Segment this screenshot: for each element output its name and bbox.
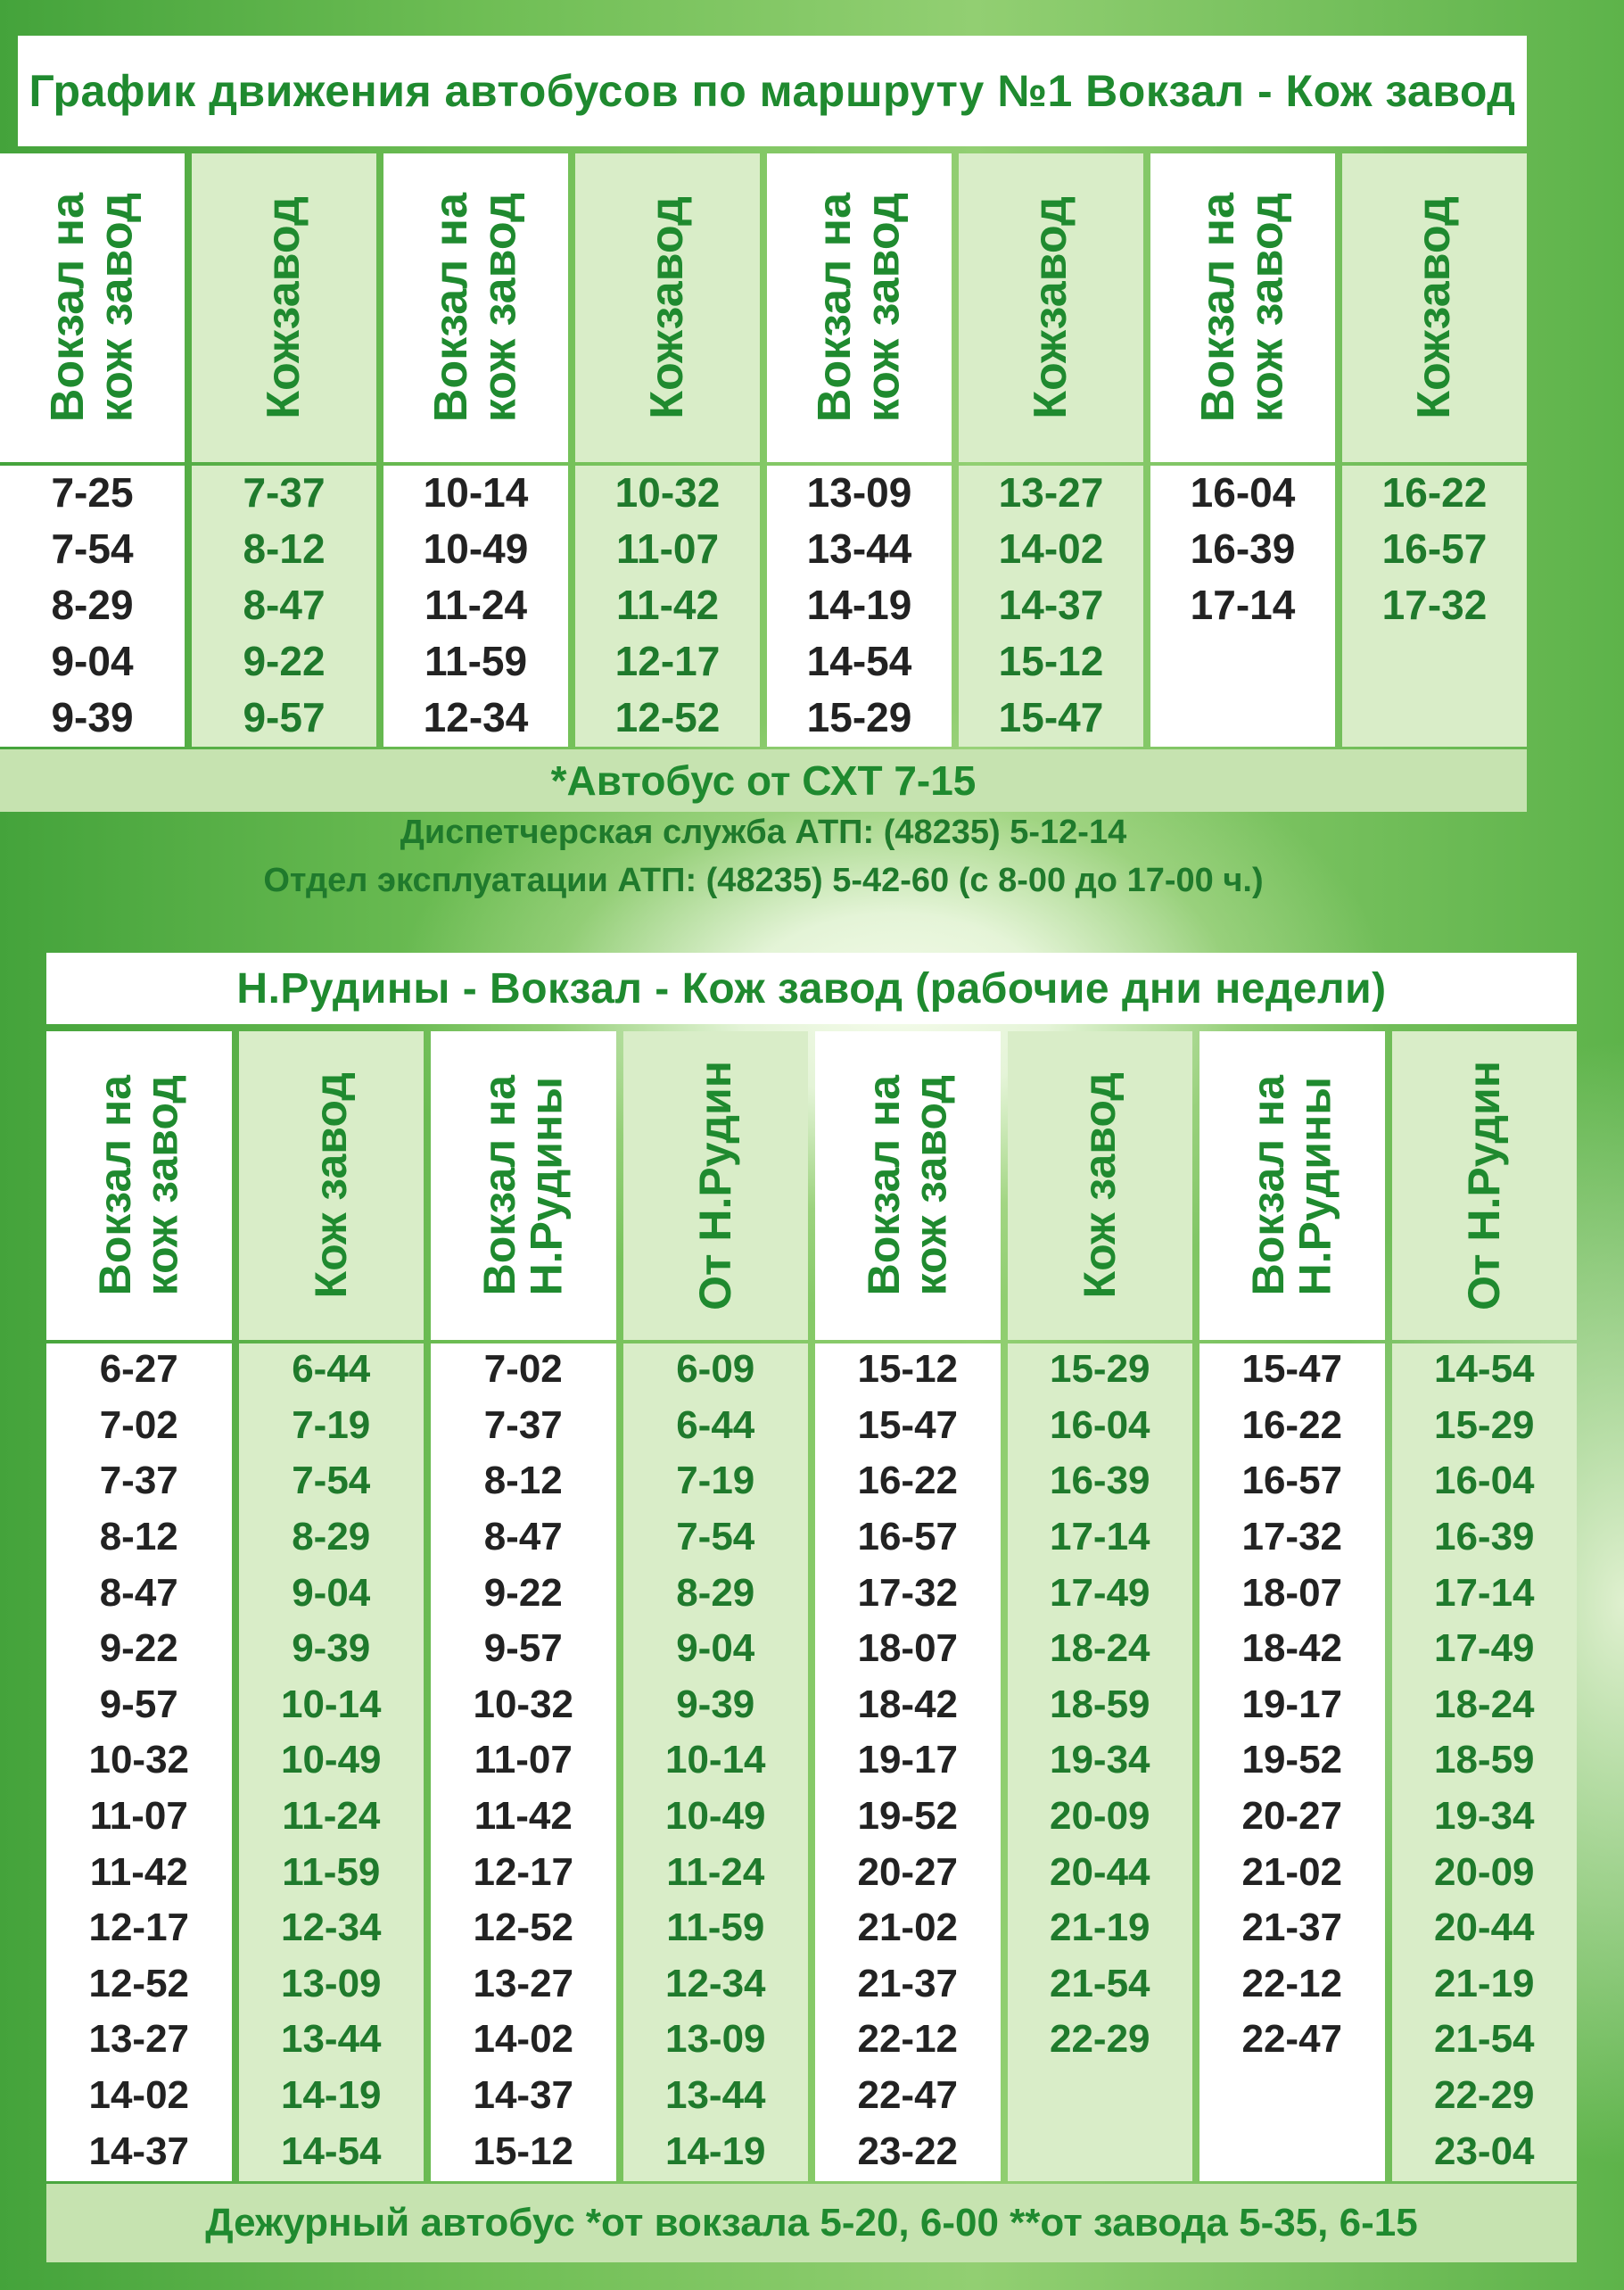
- route1-column-4: [575, 466, 760, 748]
- time-cell: 18-59: [1008, 1679, 1193, 1735]
- time-cell: 20-09: [1392, 1846, 1578, 1902]
- time-cell: [1342, 634, 1527, 690]
- time-cell: 7-37: [46, 1455, 232, 1511]
- time-cell: 14-37: [959, 578, 1143, 634]
- time-cell: 8-29: [0, 578, 185, 634]
- time-cell: 19-34: [1392, 1790, 1578, 1847]
- route1-column-8: [1342, 466, 1527, 748]
- time-cell: 16-04: [1008, 1400, 1193, 1456]
- route1-column-3: [383, 466, 568, 748]
- time-cell: 13-44: [623, 2070, 809, 2126]
- time-cell: 7-37: [431, 1400, 616, 1456]
- time-cell: 9-04: [623, 1623, 809, 1679]
- time-cell: 16-04: [1150, 466, 1335, 522]
- time-cell: 11-42: [431, 1790, 616, 1847]
- time-cell: 16-22: [1342, 466, 1527, 522]
- time-cell: 21-02: [815, 1902, 1001, 1958]
- time-cell: 21-19: [1392, 1958, 1578, 2014]
- column-header-label: Кожзавод: [258, 196, 310, 419]
- column-header-label: От Н.Рудин: [690, 1061, 740, 1310]
- time-cell: 13-44: [767, 522, 952, 578]
- time-cell: 14-37: [46, 2125, 232, 2181]
- time-cell: 13-09: [239, 1958, 425, 2014]
- route2-column-1: [46, 1343, 232, 2182]
- route2-title: Н.Рудины - Вокзал - Кож завод (рабочие дни недели): [46, 953, 1577, 1024]
- dispatch-phone: Диспетчерская служба АТП: (48235) 5-12-14: [400, 814, 1127, 851]
- time-cell: 20-27: [815, 1846, 1001, 1902]
- time-cell: 11-42: [575, 578, 760, 634]
- time-cell: 19-17: [815, 1734, 1001, 1790]
- time-cell: 21-54: [1392, 2013, 1578, 2070]
- route1-footnote: *Автобус от СХТ 7-15: [0, 749, 1527, 812]
- route1-header-8: [1342, 153, 1527, 462]
- time-cell: 12-52: [575, 690, 760, 747]
- route1-header-2: [192, 153, 376, 462]
- operations-phone: Отдел эксплуатации АТП: (48235) 5-42-60 (с 8-00 до 17-00 ч.): [263, 862, 1264, 899]
- time-cell: 13-27: [46, 2013, 232, 2070]
- time-cell: 8-29: [239, 1511, 425, 1567]
- route1-column-6: [959, 466, 1143, 748]
- time-cell: 13-27: [431, 1958, 616, 2014]
- route2-column-3: [431, 1343, 616, 2182]
- time-cell: 12-34: [239, 1902, 425, 1958]
- route1-header-5: [767, 153, 952, 462]
- time-cell: 10-14: [239, 1679, 425, 1735]
- column-header-label: Вокзал на кож завод: [41, 193, 143, 423]
- time-cell: 12-34: [623, 1958, 809, 2014]
- time-cell: 9-39: [0, 690, 185, 747]
- time-cell: 17-32: [1199, 1511, 1385, 1567]
- route2-header-1: [46, 1031, 232, 1340]
- route2-footnote: Дежурный автобус *от вокзала 5-20, 6-00 **от завода 5-35, 6-15: [46, 2184, 1577, 2262]
- route2-column-7: [1199, 1343, 1385, 2182]
- time-cell: 14-02: [46, 2070, 232, 2126]
- time-cell: 21-19: [1008, 1902, 1193, 1958]
- time-cell: 8-12: [431, 1455, 616, 1511]
- time-cell: [1150, 634, 1335, 690]
- time-cell: 14-54: [1392, 1343, 1578, 1400]
- time-cell: 17-32: [815, 1567, 1001, 1623]
- time-cell: 15-12: [815, 1343, 1001, 1400]
- time-cell: 11-07: [431, 1734, 616, 1790]
- time-cell: 7-37: [192, 466, 376, 522]
- time-cell: 23-22: [815, 2125, 1001, 2181]
- time-cell: 22-12: [815, 2013, 1001, 2070]
- route2-header-2: [239, 1031, 425, 1340]
- time-cell: 22-29: [1008, 2013, 1193, 2070]
- route2-column-5: [815, 1343, 1001, 2182]
- time-cell: 22-12: [1199, 1958, 1385, 2014]
- time-cell: 13-44: [239, 2013, 425, 2070]
- time-cell: 12-17: [46, 1902, 232, 1958]
- time-cell: 7-02: [431, 1343, 616, 1400]
- time-cell: 14-54: [767, 634, 952, 690]
- column-header-label: Вокзал на кож завод: [859, 1075, 956, 1296]
- time-cell: 7-54: [0, 522, 185, 578]
- time-cell: 6-44: [623, 1400, 809, 1456]
- time-cell: 21-02: [1199, 1846, 1385, 1902]
- column-header-label: Кожзавод: [1408, 196, 1461, 419]
- column-header-label: Кожзавод: [1025, 196, 1077, 419]
- time-cell: 9-39: [623, 1679, 809, 1735]
- time-cell: 22-47: [1199, 2013, 1385, 2070]
- time-cell: 18-24: [1392, 1679, 1578, 1735]
- time-cell: 15-29: [767, 690, 952, 747]
- time-cell: 7-54: [623, 1511, 809, 1567]
- column-header-label: Вокзал на Н.Рудины: [474, 1075, 572, 1296]
- time-cell: 18-42: [1199, 1623, 1385, 1679]
- time-cell: 15-29: [1008, 1343, 1193, 1400]
- time-cell: 17-14: [1392, 1567, 1578, 1623]
- time-cell: 15-12: [431, 2125, 616, 2181]
- time-cell: 10-32: [46, 1734, 232, 1790]
- time-cell: 8-29: [623, 1567, 809, 1623]
- route1-header-4: [575, 153, 760, 462]
- route2-header-row: [46, 1031, 1577, 1340]
- time-cell: [1008, 2125, 1193, 2181]
- time-cell: 17-49: [1392, 1623, 1578, 1679]
- time-cell: 18-24: [1008, 1623, 1193, 1679]
- time-cell: 21-37: [815, 1958, 1001, 2014]
- time-cell: 6-09: [623, 1343, 809, 1400]
- column-header-label: Кож завод: [1075, 1072, 1125, 1299]
- time-cell: 7-19: [623, 1455, 809, 1511]
- time-cell: 18-07: [815, 1623, 1001, 1679]
- time-cell: 8-12: [46, 1511, 232, 1567]
- time-cell: 12-52: [46, 1958, 232, 2014]
- time-cell: 10-49: [623, 1790, 809, 1847]
- time-cell: 14-19: [239, 2070, 425, 2126]
- time-cell: 10-49: [383, 522, 568, 578]
- route2-header-7: [1199, 1031, 1385, 1340]
- time-cell: 11-24: [623, 1846, 809, 1902]
- time-cell: 19-34: [1008, 1734, 1193, 1790]
- time-cell: 8-47: [46, 1567, 232, 1623]
- route2-header-6: [1008, 1031, 1193, 1340]
- column-header-label: От Н.Рудин: [1459, 1061, 1509, 1310]
- route1-column-1: [0, 466, 185, 748]
- time-cell: 10-14: [623, 1734, 809, 1790]
- time-cell: 16-57: [1342, 522, 1527, 578]
- time-cell: 19-17: [1199, 1679, 1385, 1735]
- time-cell: 15-12: [959, 634, 1143, 690]
- time-cell: [1150, 690, 1335, 747]
- route1-header-7: [1150, 153, 1335, 462]
- time-cell: 7-19: [239, 1400, 425, 1456]
- time-cell: 7-54: [239, 1455, 425, 1511]
- time-cell: 16-39: [1150, 522, 1335, 578]
- time-cell: 16-22: [815, 1455, 1001, 1511]
- time-cell: 17-32: [1342, 578, 1527, 634]
- time-cell: 13-09: [767, 466, 952, 522]
- time-cell: 9-04: [239, 1567, 425, 1623]
- time-cell: 10-14: [383, 466, 568, 522]
- route1-column-5: [767, 466, 952, 748]
- time-cell: 11-59: [383, 634, 568, 690]
- time-cell: 15-29: [1392, 1400, 1578, 1456]
- time-cell: 11-24: [239, 1790, 425, 1847]
- time-cell: 19-52: [815, 1790, 1001, 1847]
- time-cell: 16-57: [815, 1511, 1001, 1567]
- column-header-label: Вокзал на кож завод: [808, 193, 910, 423]
- time-cell: 16-57: [1199, 1455, 1385, 1511]
- route2-table: [46, 1343, 1577, 2182]
- time-cell: 10-32: [431, 1679, 616, 1735]
- column-header-label: Вокзал на Н.Рудины: [1243, 1075, 1340, 1296]
- time-cell: 8-47: [431, 1511, 616, 1567]
- time-cell: 14-19: [623, 2125, 809, 2181]
- route1-table: [0, 466, 1527, 748]
- time-cell: 16-39: [1008, 1455, 1193, 1511]
- time-cell: 18-07: [1199, 1567, 1385, 1623]
- time-cell: 18-42: [815, 1679, 1001, 1735]
- time-cell: [1008, 2070, 1193, 2126]
- route2-column-4: [623, 1343, 809, 2182]
- time-cell: 9-22: [46, 1623, 232, 1679]
- column-header-label: Вокзал на кож завод: [1191, 193, 1293, 423]
- time-cell: 17-14: [1150, 578, 1335, 634]
- time-cell: 15-47: [959, 690, 1143, 747]
- time-cell: 16-22: [1199, 1400, 1385, 1456]
- route2-column-6: [1008, 1343, 1193, 2182]
- time-cell: 12-17: [575, 634, 760, 690]
- time-cell: 11-07: [46, 1790, 232, 1847]
- time-cell: [1199, 2125, 1385, 2181]
- time-cell: 14-02: [959, 522, 1143, 578]
- time-cell: 7-02: [46, 1400, 232, 1456]
- time-cell: 11-59: [623, 1902, 809, 1958]
- route2-header-5: [815, 1031, 1001, 1340]
- time-cell: 9-57: [431, 1623, 616, 1679]
- time-cell: 20-09: [1008, 1790, 1193, 1847]
- time-cell: 11-24: [383, 578, 568, 634]
- time-cell: 10-32: [575, 466, 760, 522]
- time-cell: 9-57: [192, 690, 376, 747]
- time-cell: 11-59: [239, 1846, 425, 1902]
- route1-title: График движения автобусов по маршруту №1 Вокзал - Кож завод: [18, 36, 1527, 146]
- time-cell: 16-39: [1392, 1511, 1578, 1567]
- time-cell: 9-39: [239, 1623, 425, 1679]
- route1-column-2: [192, 466, 376, 748]
- time-cell: 19-52: [1199, 1734, 1385, 1790]
- time-cell: 11-07: [575, 522, 760, 578]
- time-cell: 20-27: [1199, 1790, 1385, 1847]
- time-cell: 8-47: [192, 578, 376, 634]
- time-cell: 22-29: [1392, 2070, 1578, 2126]
- time-cell: 9-22: [192, 634, 376, 690]
- route1-column-7: [1150, 466, 1335, 748]
- time-cell: 21-37: [1199, 1902, 1385, 1958]
- route1-header-row: [0, 153, 1527, 462]
- time-cell: 20-44: [1392, 1902, 1578, 1958]
- time-cell: 9-04: [0, 634, 185, 690]
- time-cell: 12-52: [431, 1902, 616, 1958]
- time-cell: 12-17: [431, 1846, 616, 1902]
- time-cell: 15-47: [815, 1400, 1001, 1456]
- column-header-label: Кож завод: [306, 1072, 356, 1299]
- route2-header-3: [431, 1031, 616, 1340]
- time-cell: 6-44: [239, 1343, 425, 1400]
- column-header-label: Вокзал на кож завод: [90, 1075, 187, 1296]
- time-cell: 11-42: [46, 1846, 232, 1902]
- time-cell: 14-19: [767, 578, 952, 634]
- time-cell: 12-34: [383, 690, 568, 747]
- time-cell: 16-04: [1392, 1455, 1578, 1511]
- time-cell: 18-59: [1392, 1734, 1578, 1790]
- route2-column-8: [1392, 1343, 1578, 2182]
- time-cell: 14-37: [431, 2070, 616, 2126]
- time-cell: 13-27: [959, 466, 1143, 522]
- route1-header-1: [0, 153, 185, 462]
- time-cell: 17-49: [1008, 1567, 1193, 1623]
- time-cell: 14-02: [431, 2013, 616, 2070]
- route1-header-3: [383, 153, 568, 462]
- time-cell: 9-22: [431, 1567, 616, 1623]
- time-cell: 17-14: [1008, 1511, 1193, 1567]
- time-cell: [1199, 2070, 1385, 2126]
- route1-header-6: [959, 153, 1143, 462]
- time-cell: 21-54: [1008, 1958, 1193, 2014]
- time-cell: [1342, 690, 1527, 747]
- time-cell: 8-12: [192, 522, 376, 578]
- column-header-label: Кожзавод: [641, 196, 694, 419]
- time-cell: 20-44: [1008, 1846, 1193, 1902]
- time-cell: 7-25: [0, 466, 185, 522]
- route2-header-4: [623, 1031, 809, 1340]
- column-header-label: Вокзал на кож завод: [425, 193, 526, 423]
- time-cell: 13-09: [623, 2013, 809, 2070]
- time-cell: 23-04: [1392, 2125, 1578, 2181]
- route2-column-2: [239, 1343, 425, 2182]
- time-cell: 10-49: [239, 1734, 425, 1790]
- time-cell: 9-57: [46, 1679, 232, 1735]
- time-cell: 14-54: [239, 2125, 425, 2181]
- time-cell: 15-47: [1199, 1343, 1385, 1400]
- route2-header-8: [1392, 1031, 1578, 1340]
- time-cell: 6-27: [46, 1343, 232, 1400]
- time-cell: 22-47: [815, 2070, 1001, 2126]
